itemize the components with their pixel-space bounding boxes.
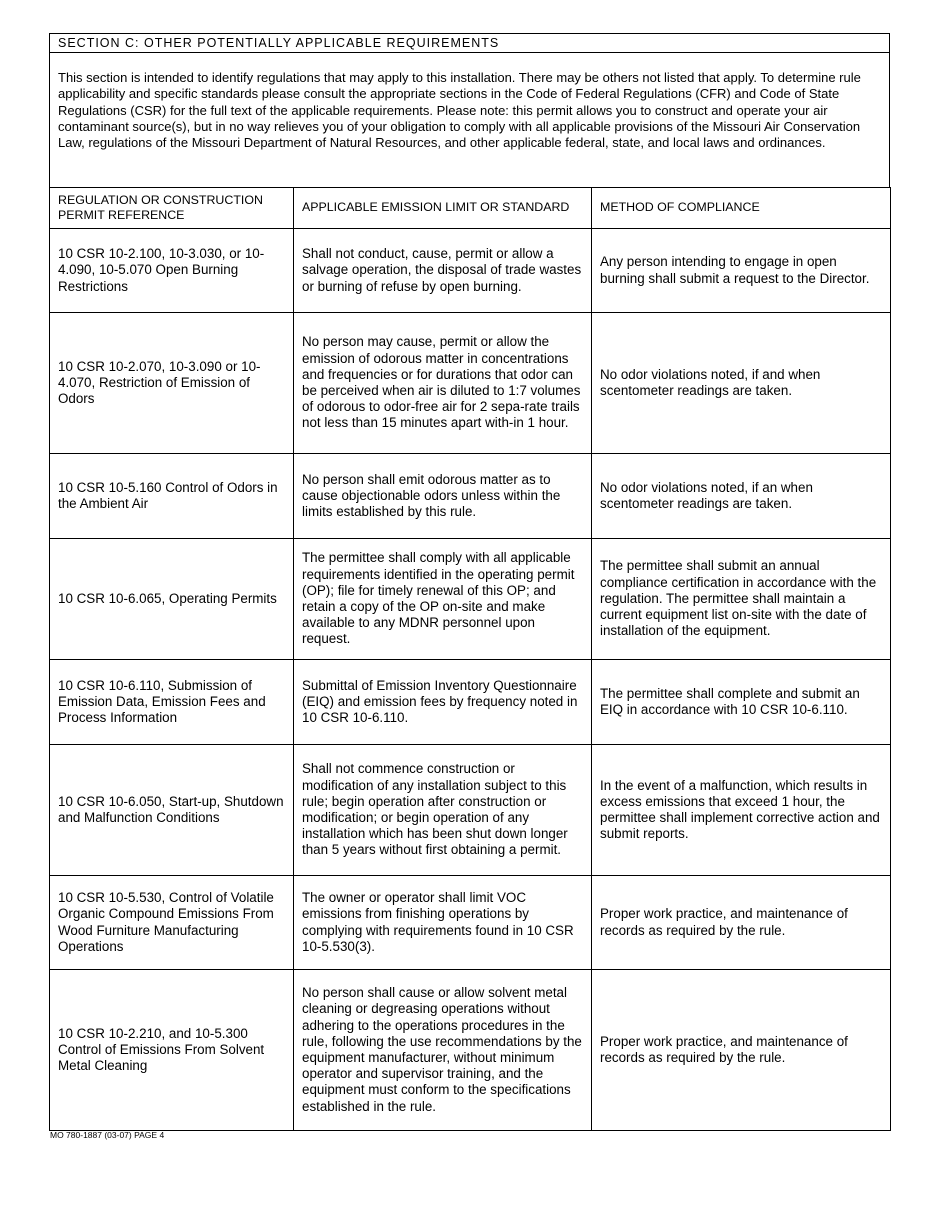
table-row: [50, 970, 891, 1131]
compliance-method: Any person intending to engage in open burning shall submit a request to the Director.: [592, 229, 891, 313]
requirements-table: [49, 187, 891, 1131]
table-row: [50, 876, 891, 970]
section-intro: This section is intended to identify regulations that may apply to this installation. There may be others not listed that apply. To determine rule applicability and specific standards please consult the appropriate sections in the Code of Federal Regulations (CFR) and Code of State Regulations (CSR) for the full text of the applicable requirements. Please note: this permit allows you to construct and operate your air contaminant source(s), but in no way relieves you of your obligation to comply with all applicable provisions of the Missouri Air Conservation Law, regulations of the Missouri Department of Natural Resources, and other applicable federal, state, and local laws and ordinances.: [49, 53, 890, 187]
regulation-reference: 10 CSR 10-2.210, and 10-5.300 Control of Emissions From Solvent Metal Cleaning: [50, 970, 294, 1131]
table-row: [50, 454, 891, 539]
emission-limit: No person may cause, permit or allow the emission of odorous matter in concentrations and frequencies or for durations that odor can be perceived when air is diluted to 1:7 volumes of odorous to odor-free air for 2 sepa-rate trails not less than 15 minutes apart with-in 1 hour.: [294, 313, 592, 454]
table-row: [50, 745, 891, 876]
compliance-method: No odor violations noted, if and when scentometer readings are taken.: [592, 313, 891, 454]
column-header-reference: REGULATION OR CONSTRUCTION PERMIT REFERENCE: [50, 188, 294, 229]
emission-limit: No person shall cause or allow solvent metal cleaning or degreasing operations without adhering to the operations procedures in the rule, following the use recommendations by the equipment manufacturer, without minimum operator and supervisor training, and the equipment must conform to the specifications established in the rule.: [294, 970, 592, 1131]
regulation-reference: 10 CSR 10-2.070, 10-3.090 or 10-4.070, Restriction of Emission of Odors: [50, 313, 294, 454]
column-header-compliance: METHOD OF COMPLIANCE: [592, 188, 891, 229]
requirements-form: [49, 33, 890, 1131]
compliance-method: Proper work practice, and maintenance of records as required by the rule.: [592, 876, 891, 970]
emission-limit: The owner or operator shall limit VOC emissions from finishing operations by complying with requirements found in 10 CSR 10-5.530(3).: [294, 876, 592, 970]
section-title: SECTION C: OTHER POTENTIALLY APPLICABLE REQUIREMENTS: [49, 33, 890, 53]
regulation-reference: 10 CSR 10-6.110, Submission of Emission Data, Emission Fees and Process Information: [50, 660, 294, 745]
regulation-reference: 10 CSR 10-5.530, Control of Volatile Organic Compound Emissions From Wood Furniture Manufacturing Operations: [50, 876, 294, 970]
regulation-reference: 10 CSR 10-6.065, Operating Permits: [50, 539, 294, 660]
compliance-method: The permittee shall complete and submit an EIQ in accordance with 10 CSR 10-6.110.: [592, 660, 891, 745]
table-header-row: [50, 188, 891, 229]
compliance-method: No odor violations noted, if an when scentometer readings are taken.: [592, 454, 891, 539]
table-row: [50, 539, 891, 660]
compliance-method: In the event of a malfunction, which results in excess emissions that exceed 1 hour, the permittee shall implement corrective action and submit reports.: [592, 745, 891, 876]
compliance-method: The permittee shall submit an annual compliance certification in accordance with the regulation. The permittee shall maintain a current equipment list on-site with the date of installation of the equipment.: [592, 539, 891, 660]
table-row: [50, 660, 891, 745]
emission-limit: Shall not commence construction or modification of any installation subject to this rule; begin operation after construction or modification; or begin operation of any installation which has been shut down longer than 5 years without first obtaining a permit.: [294, 745, 592, 876]
table-row: [50, 229, 891, 313]
compliance-method: Proper work practice, and maintenance of records as required by the rule.: [592, 970, 891, 1131]
column-header-limit: APPLICABLE EMISSION LIMIT OR STANDARD: [294, 188, 592, 229]
emission-limit: Shall not conduct, cause, permit or allow a salvage operation, the disposal of trade wastes or burning of refuse by open burning.: [294, 229, 592, 313]
regulation-reference: 10 CSR 10-5.160 Control of Odors in the Ambient Air: [50, 454, 294, 539]
table-row: [50, 313, 891, 454]
form-footer: MO 780-1887 (03-07) PAGE 4: [50, 1130, 165, 1140]
regulation-reference: 10 CSR 10-6.050, Start-up, Shutdown and Malfunction Conditions: [50, 745, 294, 876]
emission-limit: No person shall emit odorous matter as to cause objectionable odors unless within the limits established by this rule.: [294, 454, 592, 539]
emission-limit: Submittal of Emission Inventory Questionnaire (EIQ) and emission fees by frequency noted in 10 CSR 10-6.110.: [294, 660, 592, 745]
regulation-reference: 10 CSR 10-2.100, 10-3.030, or 10-4.090, 10-5.070 Open Burning Restrictions: [50, 229, 294, 313]
emission-limit: The permittee shall comply with all applicable requirements identified in the operating permit (OP); file for timely renewal of this OP; and retain a copy of the OP on-site and make available to any MDNR personnel upon request.: [294, 539, 592, 660]
